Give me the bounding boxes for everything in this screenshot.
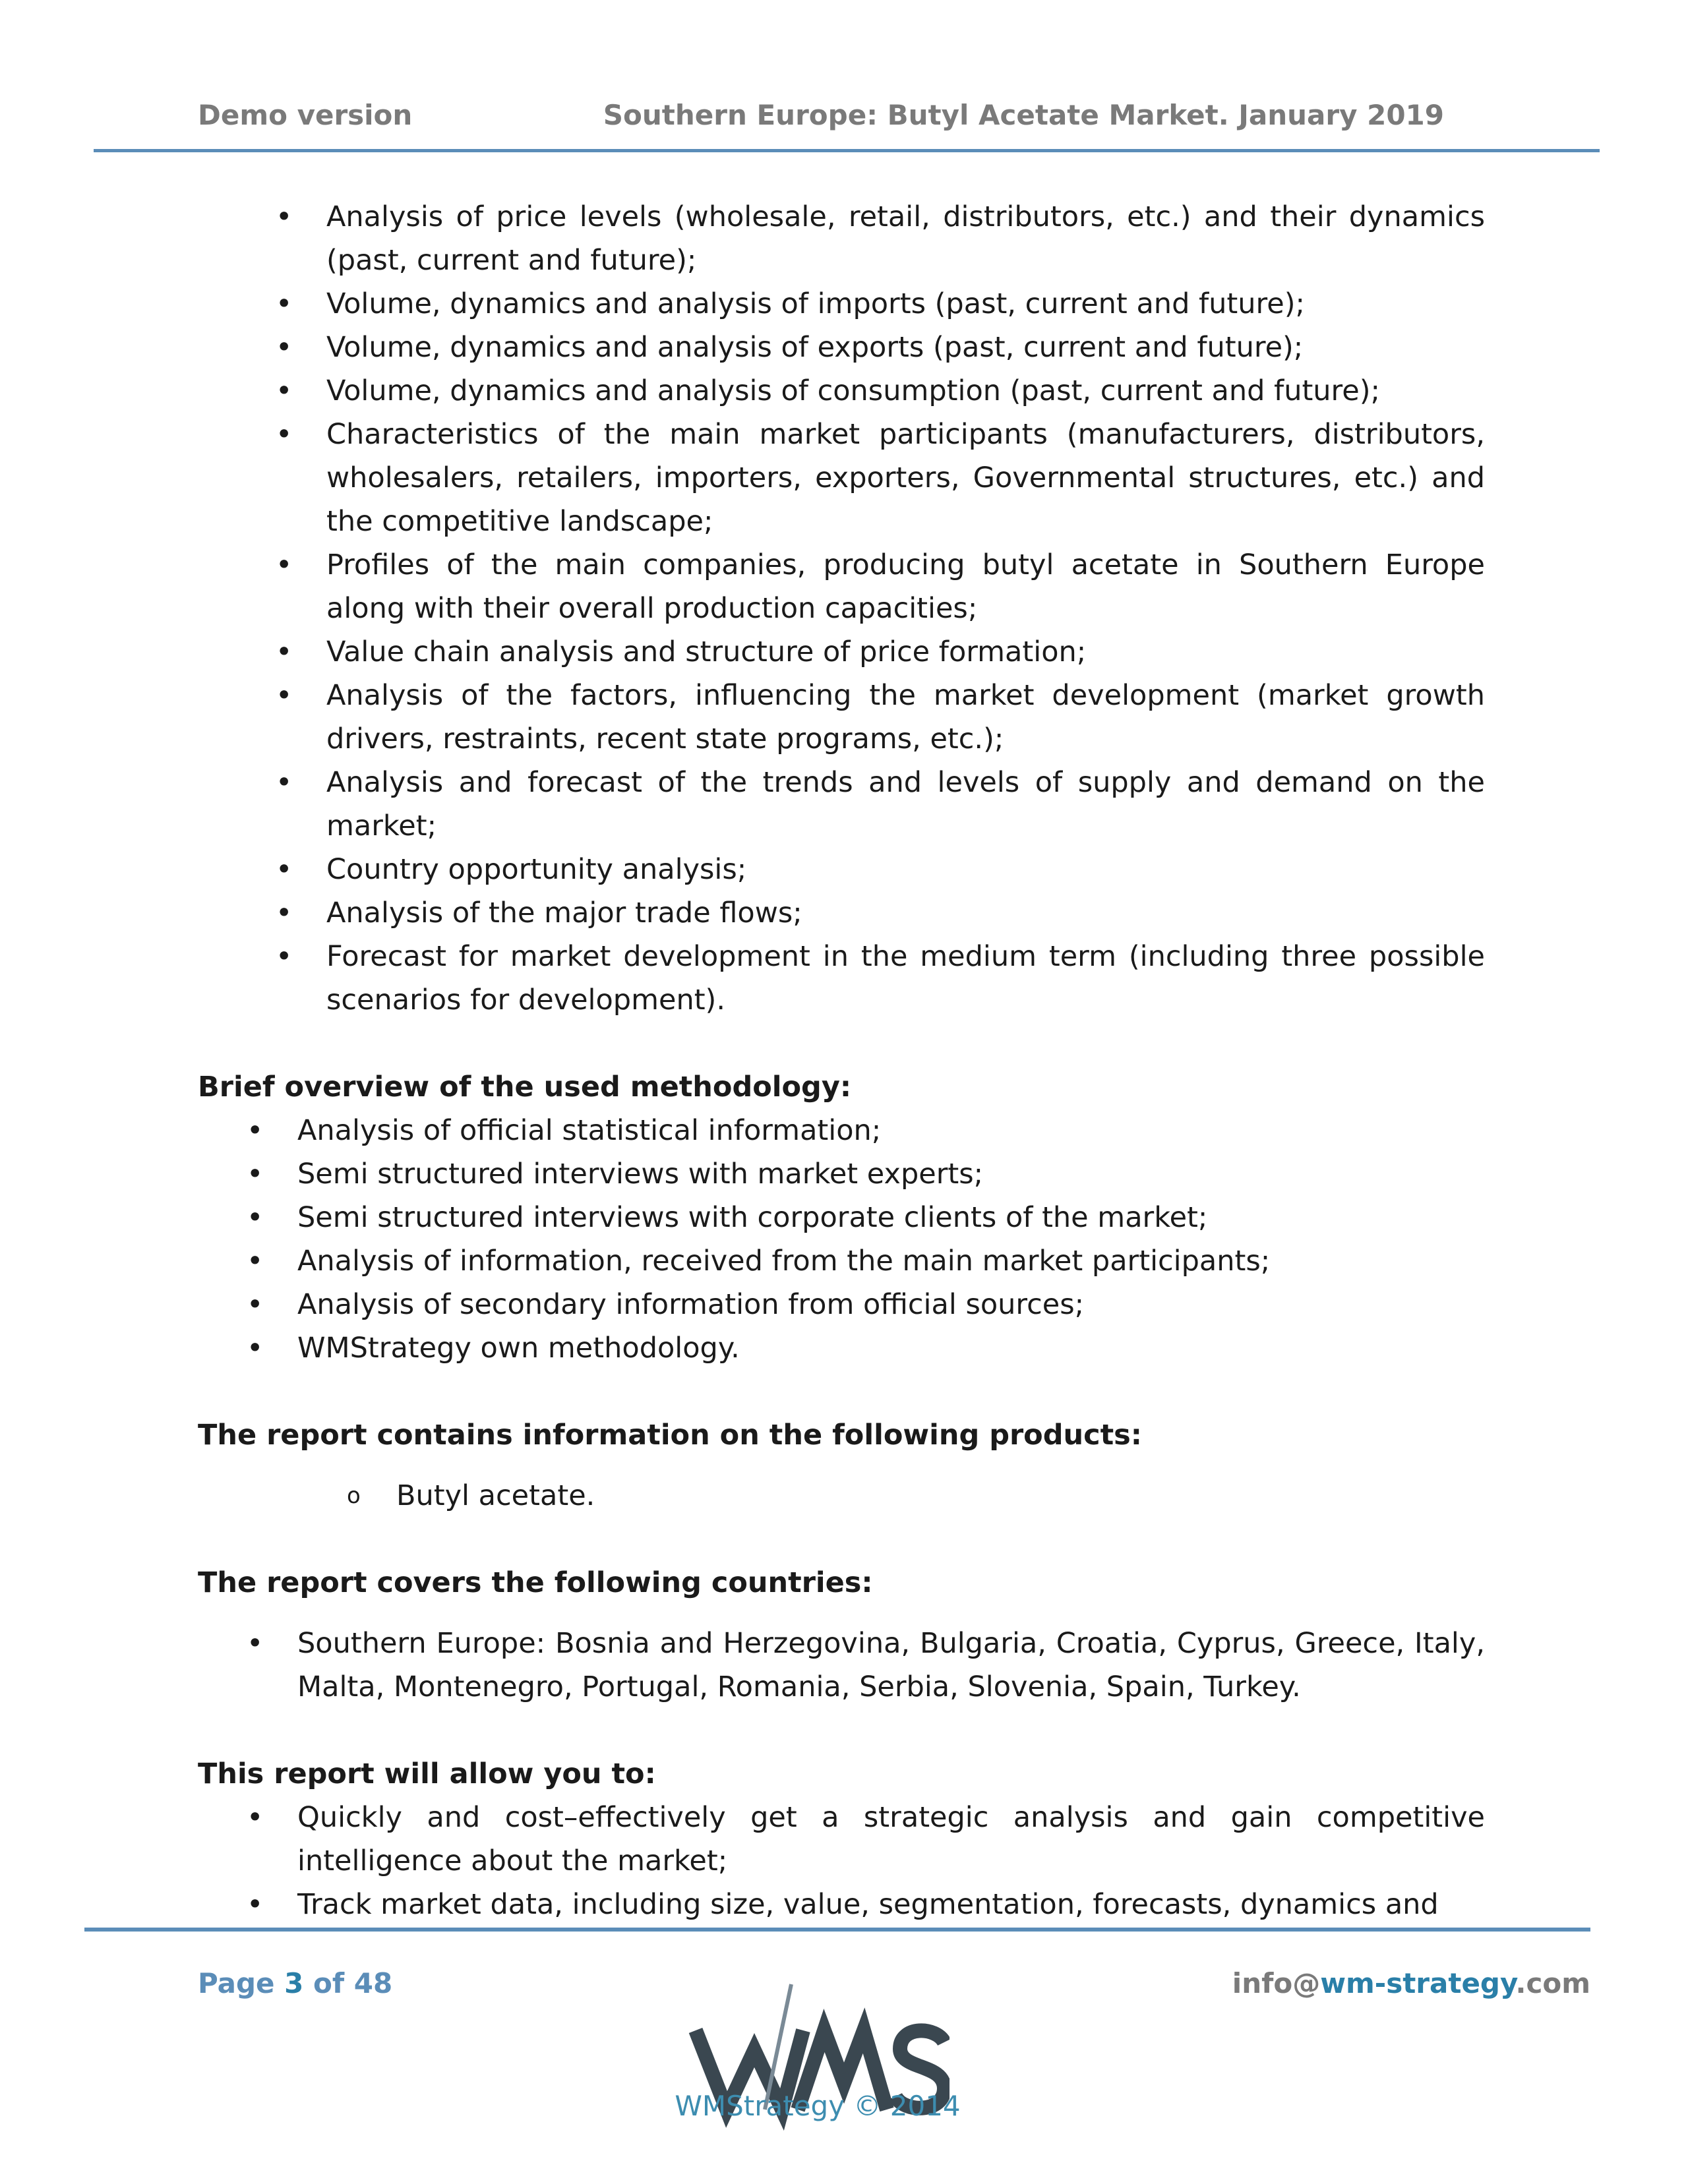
bullet-icon: • — [276, 287, 293, 320]
page-counter: Page 3 of 48 — [198, 1967, 393, 1999]
bullet-icon: • — [276, 418, 293, 451]
list-item: • Track market data, including size, value, segmentation, forecasts, dynamics and — [198, 1883, 1485, 1926]
countries-list — [198, 1622, 1485, 1709]
bullet-icon: • — [276, 679, 293, 712]
header-report-title: Southern Europe: Butyl Acetate Market. January 2019 — [603, 99, 1444, 131]
list-item: • Analysis and forecast of the trends and levels of supply and demand on the market; — [198, 761, 1485, 848]
copyright: WMStrategy © 2014 — [675, 2090, 961, 2122]
footer-divider — [84, 1928, 1590, 1932]
products-list — [198, 1474, 1485, 1518]
allow-heading: This report will allow you to: — [198, 1757, 656, 1790]
bullet-icon: • — [276, 374, 293, 407]
bullet-icon: • — [247, 1114, 264, 1147]
list-item: • Profiles of the main companies, producing butyl acetate in Southern Europe along with their overall production capacities; — [198, 543, 1485, 630]
list-item: • Analysis of price levels (wholesale, retail, distributors, etc.) and their dynamics (past, current and future); — [198, 195, 1485, 282]
list-item: • Characteristics of the main market participants (manufacturers, distributors, wholesalers, retailers, importers, exporters, Governmental structures, etc.) and the competitive landscape; — [198, 413, 1485, 543]
scope-list — [198, 195, 1485, 1022]
list-item: • Forecast for market development in the medium term (including three possible scenarios for development). — [198, 935, 1485, 1022]
list-item: • Analysis of official statistical information; — [198, 1109, 1485, 1152]
bullet-icon: • — [247, 1288, 264, 1321]
products-heading: The report contains information on the following products: — [198, 1419, 1142, 1452]
list-item: • Volume, dynamics and analysis of consumption (past, current and future); — [198, 369, 1485, 413]
bullet-icon: • — [247, 1245, 264, 1278]
bullet-icon: • — [276, 635, 293, 668]
contact-email[interactable]: info@wm-strategy.com — [1232, 1967, 1590, 1999]
list-item: • Value chain analysis and structure of price formation; — [198, 630, 1485, 674]
list-item: • Volume, dynamics and analysis of imports (past, current and future); — [198, 282, 1485, 326]
bullet-icon: • — [276, 853, 293, 886]
header-divider — [94, 149, 1600, 152]
list-item: • Semi structured interviews with corporate clients of the market; — [198, 1196, 1485, 1239]
list-item: • Country opportunity analysis; — [198, 848, 1485, 891]
list-item: • Analysis of the factors, influencing the market development (market growth drivers, restraints, recent state programs, etc.); — [198, 674, 1485, 761]
bullet-icon: • — [276, 766, 293, 799]
list-item: • Semi structured interviews with market experts; — [198, 1152, 1485, 1196]
bullet-icon: • — [247, 1888, 264, 1921]
bullet-icon: • — [276, 200, 293, 233]
header-demo-label: Demo version — [198, 99, 413, 131]
bullet-icon: • — [247, 1801, 264, 1834]
circle-bullet-icon: o — [347, 1483, 361, 1509]
list-item: • WMStrategy own methodology. — [198, 1326, 1485, 1370]
list-item: • Quickly and cost–effectively get a strategic analysis and gain competitive intelligence about the market; — [198, 1796, 1485, 1883]
bullet-icon: • — [276, 897, 293, 930]
list-item: • Analysis of secondary information from official sources; — [198, 1283, 1485, 1326]
methodology-heading: Brief overview of the used methodology: — [198, 1071, 852, 1104]
bullet-icon: • — [276, 331, 293, 364]
list-item: • Volume, dynamics and analysis of exports (past, current and future); — [198, 326, 1485, 369]
bullet-icon: • — [276, 940, 293, 973]
methodology-list — [198, 1109, 1485, 1370]
allow-list — [198, 1796, 1485, 1926]
bullet-icon: • — [247, 1332, 264, 1365]
bullet-icon: • — [247, 1158, 264, 1191]
bullet-icon: • — [247, 1201, 264, 1234]
countries-heading: The report covers the following countries: — [198, 1566, 873, 1599]
list-item: • Analysis of information, received from the main market participants; — [198, 1239, 1485, 1283]
page-body — [198, 195, 1485, 1926]
list-item: • Analysis of the major trade flows; — [198, 891, 1485, 935]
bullet-icon: • — [276, 548, 293, 581]
list-item: o Butyl acetate. — [198, 1474, 1485, 1518]
page-header — [198, 99, 1490, 138]
bullet-icon: • — [247, 1627, 264, 1660]
list-item: • Southern Europe: Bosnia and Herzegovina, Bulgaria, Croatia, Cyprus, Greece, Italy, Malta, Montenegro, Portugal, Romania, Serbia, Slovenia, Spain, Turkey. — [198, 1622, 1485, 1709]
